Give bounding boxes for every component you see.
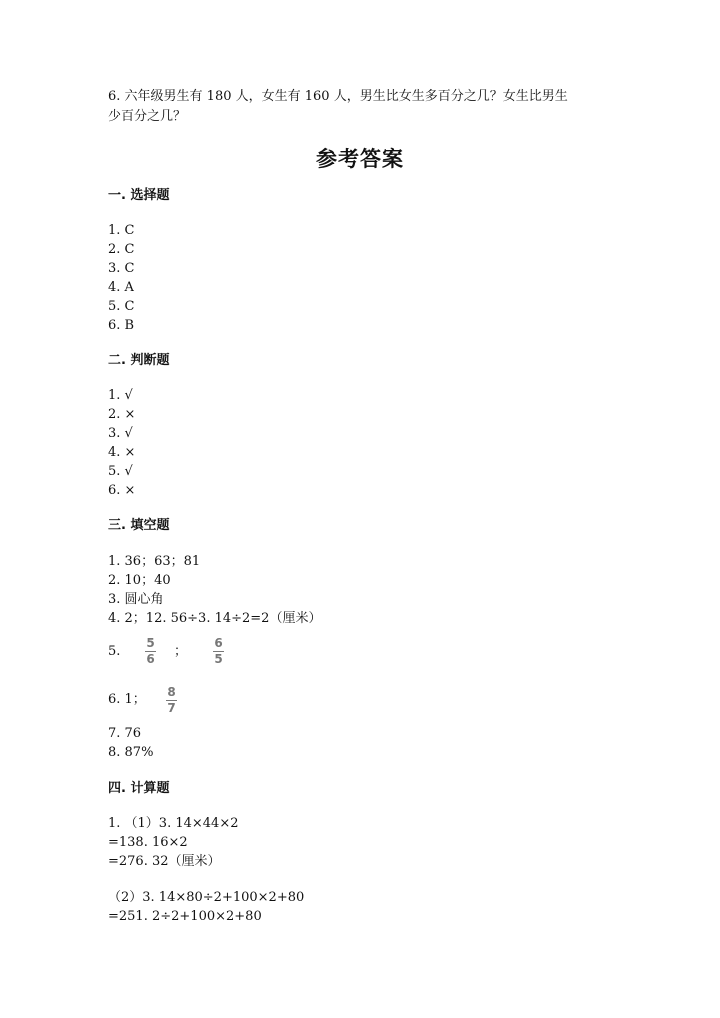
- calc-line: =138. 16×2: [108, 835, 188, 850]
- fraction-8-7: [166, 686, 177, 715]
- choice-answer: 4. A: [108, 280, 134, 295]
- question-6-line2: 少百分之几？: [108, 109, 187, 124]
- judgement-answer: 6. ×: [108, 483, 136, 498]
- fill-answer-2: 2. 10；40: [108, 573, 171, 588]
- calc-line: （2）3. 14×80÷2+100×2+80: [108, 890, 305, 905]
- choice-answer: 1. C: [108, 223, 135, 238]
- judgement-answer: 5. √: [108, 464, 133, 479]
- fill-answer-8: 8. 87%: [108, 745, 154, 760]
- section-heading-calculation: 四. 计算题: [108, 781, 170, 796]
- calc-line: =276. 32（厘米）: [108, 854, 221, 869]
- fraction-5-6: [145, 637, 156, 666]
- judgement-answer: 1. √: [108, 388, 133, 403]
- fill-answer-1: 1. 36；63；81: [108, 554, 201, 569]
- judgement-answer: 3. √: [108, 426, 133, 441]
- fill-answer-5-prefix: 5.: [108, 644, 121, 659]
- fill-answer-4: 4. 2；12. 56÷3. 14÷2=2（厘米）: [108, 611, 322, 626]
- section-heading-choice: 一. 选择题: [108, 188, 170, 203]
- calc-line: =251. 2÷2+100×2+80: [108, 909, 262, 924]
- fraction-6-5: [213, 637, 224, 666]
- fraction-numerator: 6: [214, 636, 223, 650]
- fraction-denominator: 7: [167, 701, 176, 715]
- choice-answer: 6. B: [108, 318, 135, 333]
- fill-answer-5-separator: ；: [174, 644, 188, 659]
- section-heading-judgement: 二. 判断题: [108, 353, 170, 368]
- choice-answer: 5. C: [108, 299, 135, 314]
- judgement-answer: 4. ×: [108, 445, 136, 460]
- fraction-numerator: 8: [167, 685, 176, 699]
- fill-answer-6-prefix: 6. 1；: [108, 692, 146, 707]
- judgement-answer: 2. ×: [108, 407, 136, 422]
- fraction-numerator: 5: [146, 636, 155, 650]
- question-6-line1: 6. 六年级男生有 180 人，女生有 160 人，男生比女生多百分之几？女生比男生: [108, 89, 568, 104]
- fill-answer-7: 7. 76: [108, 726, 142, 741]
- calc-line: 1. （1）3. 14×44×2: [108, 816, 239, 831]
- fraction-denominator: 5: [214, 652, 223, 666]
- choice-answer: 3. C: [108, 261, 135, 276]
- section-heading-fill-blank: 三. 填空题: [108, 518, 170, 533]
- fraction-denominator: 6: [146, 652, 155, 666]
- answer-title: 参考答案: [316, 147, 404, 171]
- choice-answer: 2. C: [108, 242, 135, 257]
- fill-answer-3: 3. 圆心角: [108, 592, 164, 607]
